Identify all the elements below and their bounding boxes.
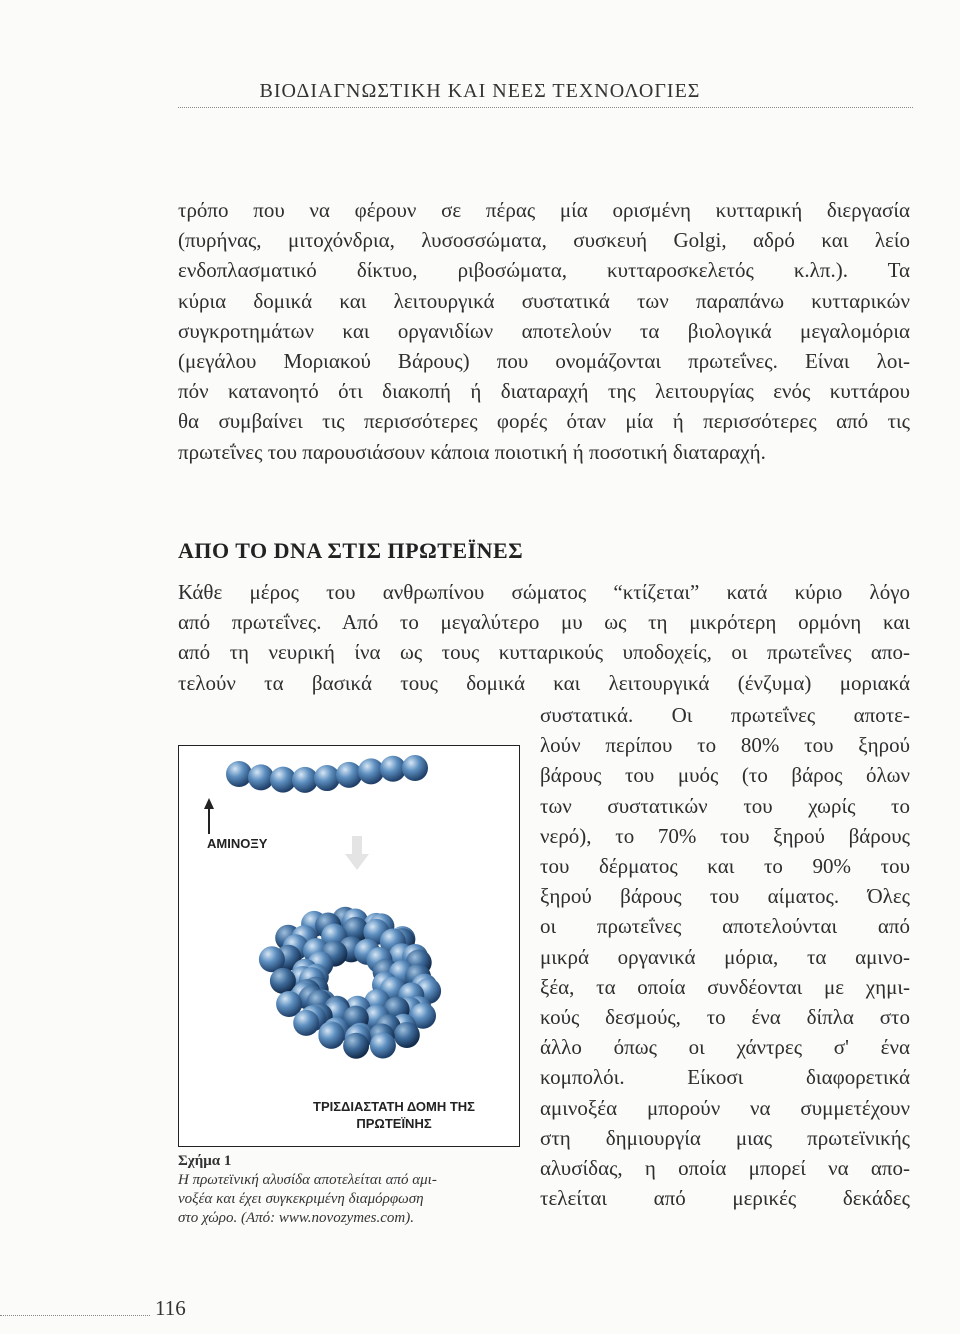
text-line: πρωτεΐνες του παρουσιάσουν κάποια ποιοτική ή ποσοτική διαταραχή. <box>178 439 766 464</box>
amino-acid-bead <box>336 762 362 788</box>
text-line: αμινοξέα μπορούν να συμμετέχουν <box>540 1095 910 1120</box>
text-line: τελείται από μερικές δεκάδες <box>540 1186 910 1211</box>
page-number: 116 <box>155 1296 186 1320</box>
text-line: κύρια δομικά και λειτουργικά συστατικά των παραπάνω κυτταρικών <box>178 288 910 313</box>
text-line: των συστατικών του χωρίς το <box>540 793 910 818</box>
amino-acid-bead <box>292 767 318 793</box>
text-line: κούς δεσμούς, το ένα δίπλα στο <box>540 1005 910 1030</box>
text-line: (πυρήνας, μιτοχόνδρια, λυσοσσώματα, συσκευή Golgi, αδρό και λείο <box>178 228 910 253</box>
structure-title: ΤΡΙΣΔΙΑΣΤΑΤΗ ΔΟΜΗ ΤΗΣ ΠΡΩΤΕΪΝΗΣ <box>313 1099 475 1131</box>
amino-acid-bead <box>370 1033 396 1059</box>
text-line: άλλο όπως οι χάντρες σ' ένα <box>540 1035 910 1060</box>
text-line: συγκροτημάτων και οργανιδίων αποτελούν τα βιολογικά μεγαλομόρια <box>178 318 910 343</box>
text-line: (μεγάλου Μοριακού Βάρους) που ονομάζονται πρωτεΐνες. Είναι λοι- <box>178 349 910 374</box>
text-line: συστατικά. Οι πρωτεΐνες αποτε- <box>540 703 910 727</box>
text-line: οι πρωτεΐνες αποτελούνται από <box>540 914 910 939</box>
text-line: αλυσίδας, η οποία μπορεί να απο- <box>540 1156 910 1181</box>
section-paragraph <box>178 577 910 698</box>
running-header: ΒΙΟΔΙΑΓΝΩΣΤΙΚΗ ΚΑΙ ΝΕΕΣ ΤΕΧΝΟΛΟΓΙΕΣ <box>259 80 701 102</box>
figure-caption: Σχήμα 1 Η πρωτεϊνική αλυσίδα αποτελείται από αμι- νοξέα και έχει συγκεκριμένη διαμόρφωση στο χώρο. (Από: www.novozymes.com). <box>178 1152 518 1228</box>
text-line: ξηρού βάρους του αίματος. Όλες <box>540 884 910 909</box>
amino-acid-bead <box>358 758 384 784</box>
amino-acid-bead <box>248 764 274 790</box>
amino-acid-bead <box>394 1022 420 1048</box>
amino-acid-bead <box>402 755 428 781</box>
amino-acid-bead <box>343 1033 369 1059</box>
intro-paragraph <box>178 195 910 467</box>
amino-acid-bead <box>226 761 252 787</box>
text-line: τρόπο που να φέρουν σε πέρας μία ορισμένη κυτταρική διεργασία <box>178 198 910 222</box>
text-line: πόν κατανοητό ότι διακοπή ή διαταραχή της λειτουργίας ενός κυττάρου <box>178 379 910 404</box>
section-heading: ΑΠΟ ΤΟ DNA ΣΤΙΣ ΠΡΩΤΕΪΝΕΣ <box>178 538 524 563</box>
amino-label: ΑΜΙΝΟΞΥ <box>207 836 268 851</box>
text-line: κομπολόι. Είκοσι διαφορετικά <box>540 1065 910 1090</box>
text-line: μικρά οργανικά μόρια, τα αμινο- <box>540 944 910 969</box>
text-line: στη δημιουργία μιας πρωτεϊνικής <box>540 1125 910 1150</box>
text-line: ενδοπλασματικό δίκτυο, ριβοσώματα, κυτταροσκελετός κ.λπ.). Τα <box>178 258 910 283</box>
text-line: Κάθε μέρος του ανθρωπίνου σώματος “κτίζεται” κατά κύριο λόγο <box>178 580 910 604</box>
text-line: του δέρματος και το 90% του <box>540 854 910 879</box>
text-line: θα συμβαίνει τις περισσότερες φορές όταν μία ή περισσότερες από τις <box>178 409 910 434</box>
fold-arrow <box>345 836 369 870</box>
text-line: από τη νευρική ίνα ως τους κυτταρικούς υποδοχείς, οι πρωτεΐνες απο- <box>178 640 910 665</box>
header-rule <box>178 107 913 108</box>
amino-acid-bead <box>293 1010 319 1036</box>
caption-head: Σχήμα 1 <box>178 1153 232 1169</box>
amino-acid-bead <box>314 765 340 791</box>
text-line: λούν περίπου το 80% του ξηρού <box>540 733 910 758</box>
amino-arrow-head <box>204 798 214 809</box>
text-line: τελούν τα βασικά τους δομικά και λειτουργικά (ένζυμα) μοριακά <box>178 670 910 695</box>
footer-rule <box>0 1315 150 1316</box>
amino-acid-chain <box>226 755 428 793</box>
folded-protein <box>259 907 441 1059</box>
protein-figure <box>178 745 520 1147</box>
section-column-text <box>540 700 910 1213</box>
text-line: βάρους του μυός (το βάρος όλων <box>540 763 910 788</box>
amino-acid-bead <box>318 1023 344 1049</box>
text-line: από πρωτεΐνες. Από το μεγαλύτερο μυ ως τη μικρότερη ορμόνη και <box>178 610 910 635</box>
protein-illustration <box>179 746 519 1146</box>
text-line: ξέα, τα οποία συνδέονται με χημι- <box>540 974 910 999</box>
text-line: νερό), το 70% του ξηρού βάρους <box>540 823 910 848</box>
